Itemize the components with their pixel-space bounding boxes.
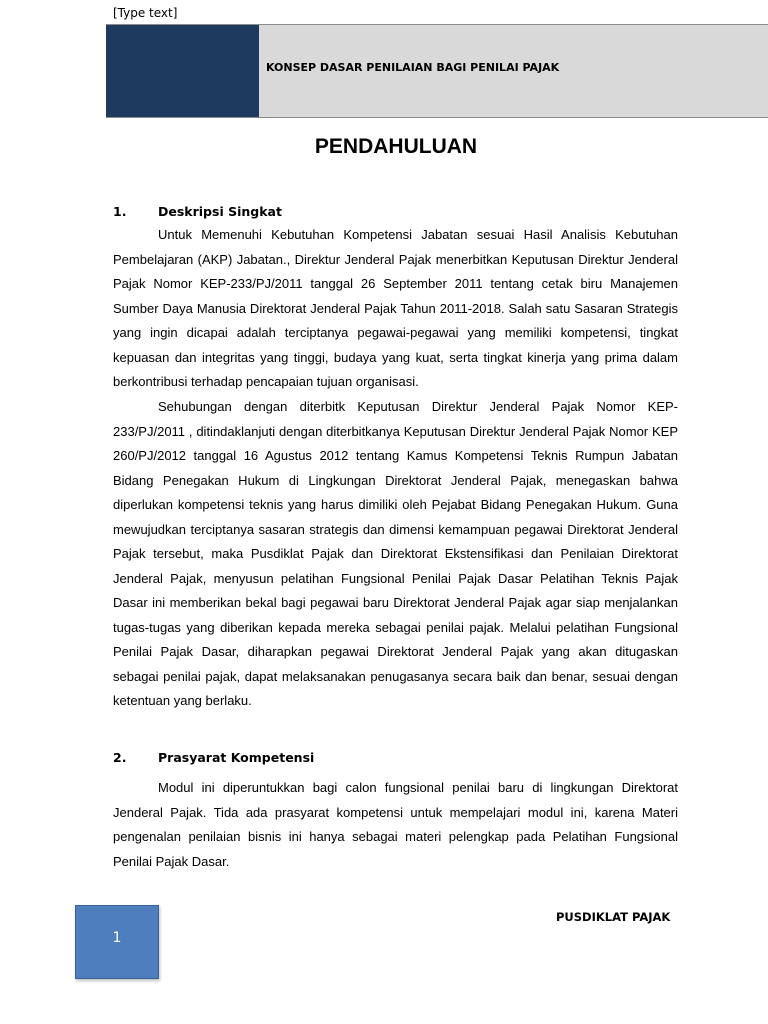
section-number: 2. bbox=[113, 750, 127, 765]
footer-organization: PUSDIKLAT PAJAK bbox=[556, 910, 671, 924]
header-color-block bbox=[106, 25, 259, 117]
page-number: 1 bbox=[112, 930, 122, 946]
section-title: Prasyarat Kompetensi bbox=[158, 750, 315, 765]
paragraph: Sehubungan dengan diterbitk Keputusan Direktur Jenderal Pajak Nomor KEP-233/PJ/2011 , ditindaklanjuti dengan diterbitkanya Keputusan Direktur Jenderal Pajak Nomor KEP 260/PJ/2012 tanggal 16 Agustus 2012 tentang Kamus Kompetensi Teknis Rumpun Jabatan Bidang Penegakan Hukum di Lingkungan Direktorat Jenderal Pajak, menegaskan bahwa diperlukan kompetensi teknis yang harus dimiliki oleh Pejabat Bidang Penegakan Hukum. Guna mewujudkan terciptanya sasaran strategis dan dimensi kemampuan pegawai Direktorat Jenderal Pajak tersebut, maka Pusdiklat Pajak dan Direktorat Ekstensifikasi dan Penilaian Direktorat Jenderal Pajak, menyusun pelatihan Fungsional Penilai Pajak Dasar Pelatihan Teknis Pajak Dasar ini memberikan bekal bagi pegawai baru Direktorat Jenderal Pajak agar siap menjalankan tugas-tugas yang diberikan kepada mereka sebagai penilai pajak. Melalui pelatihan Fungsional Penilai Pajak Dasar, diharapkan pegawai Direktorat Jenderal Pajak yang akan ditugaskan sebagai penilai pajak, dapat melaksanakan penugasanya secara baik dan benar, sesuai dengan ketentuan yang berlaku. bbox=[113, 399, 678, 708]
paragraph: Modul ini diperuntukkan bagi calon fungsional penilai baru di lingkungan Direktorat Jenderal Pajak. Tida ada prasyarat kompetensi untuk mempelajari modul ini, karena Materi pengenalan penilaian bisnis ini hanya sebagai materi pelengkap pada Pelatihan Fungsional Penilai Pajak Dasar. bbox=[113, 780, 678, 869]
section-title: Deskripsi Singkat bbox=[158, 204, 282, 219]
section-heading-1 bbox=[113, 204, 282, 219]
paragraph: Untuk Memenuhi Kebutuhan Kompetensi Jabatan sesuai Hasil Analisis Kebutuhan Pembelajaran (AKP) Jabatan., Direktur Jenderal Pajak menerbitkan Keputusan Direktur Jenderal Pajak Nomor KEP-233/PJ/2011 tanggal 26 September 2011 tentang cetak biru Manajemen Sumber Daya Manusia Direktorat Jenderal Pajak Tahun 2011-2018. Salah satu Sasaran Strategis yang ingin dicapai adalah terciptanya pegawai-pegawai yang memiliki kompetensi, tingkat kepuasan dan integritas yang tinggi, budaya yang kuat, serta tingkat kinerja yang prima dalam berkontribusi terhadap pencapaian tujuan organisasi. bbox=[113, 227, 678, 389]
page-number-box bbox=[75, 905, 159, 979]
section-number: 1. bbox=[113, 204, 127, 219]
page-title: PENDAHULUAN bbox=[314, 135, 478, 158]
document-header-title: KONSEP DASAR PENILAIAN BAGI PENILAI PAJAK bbox=[266, 61, 560, 74]
header-band bbox=[106, 24, 768, 118]
header-placeholder-text: [Type text] bbox=[113, 6, 178, 20]
section-heading-2 bbox=[113, 750, 314, 765]
